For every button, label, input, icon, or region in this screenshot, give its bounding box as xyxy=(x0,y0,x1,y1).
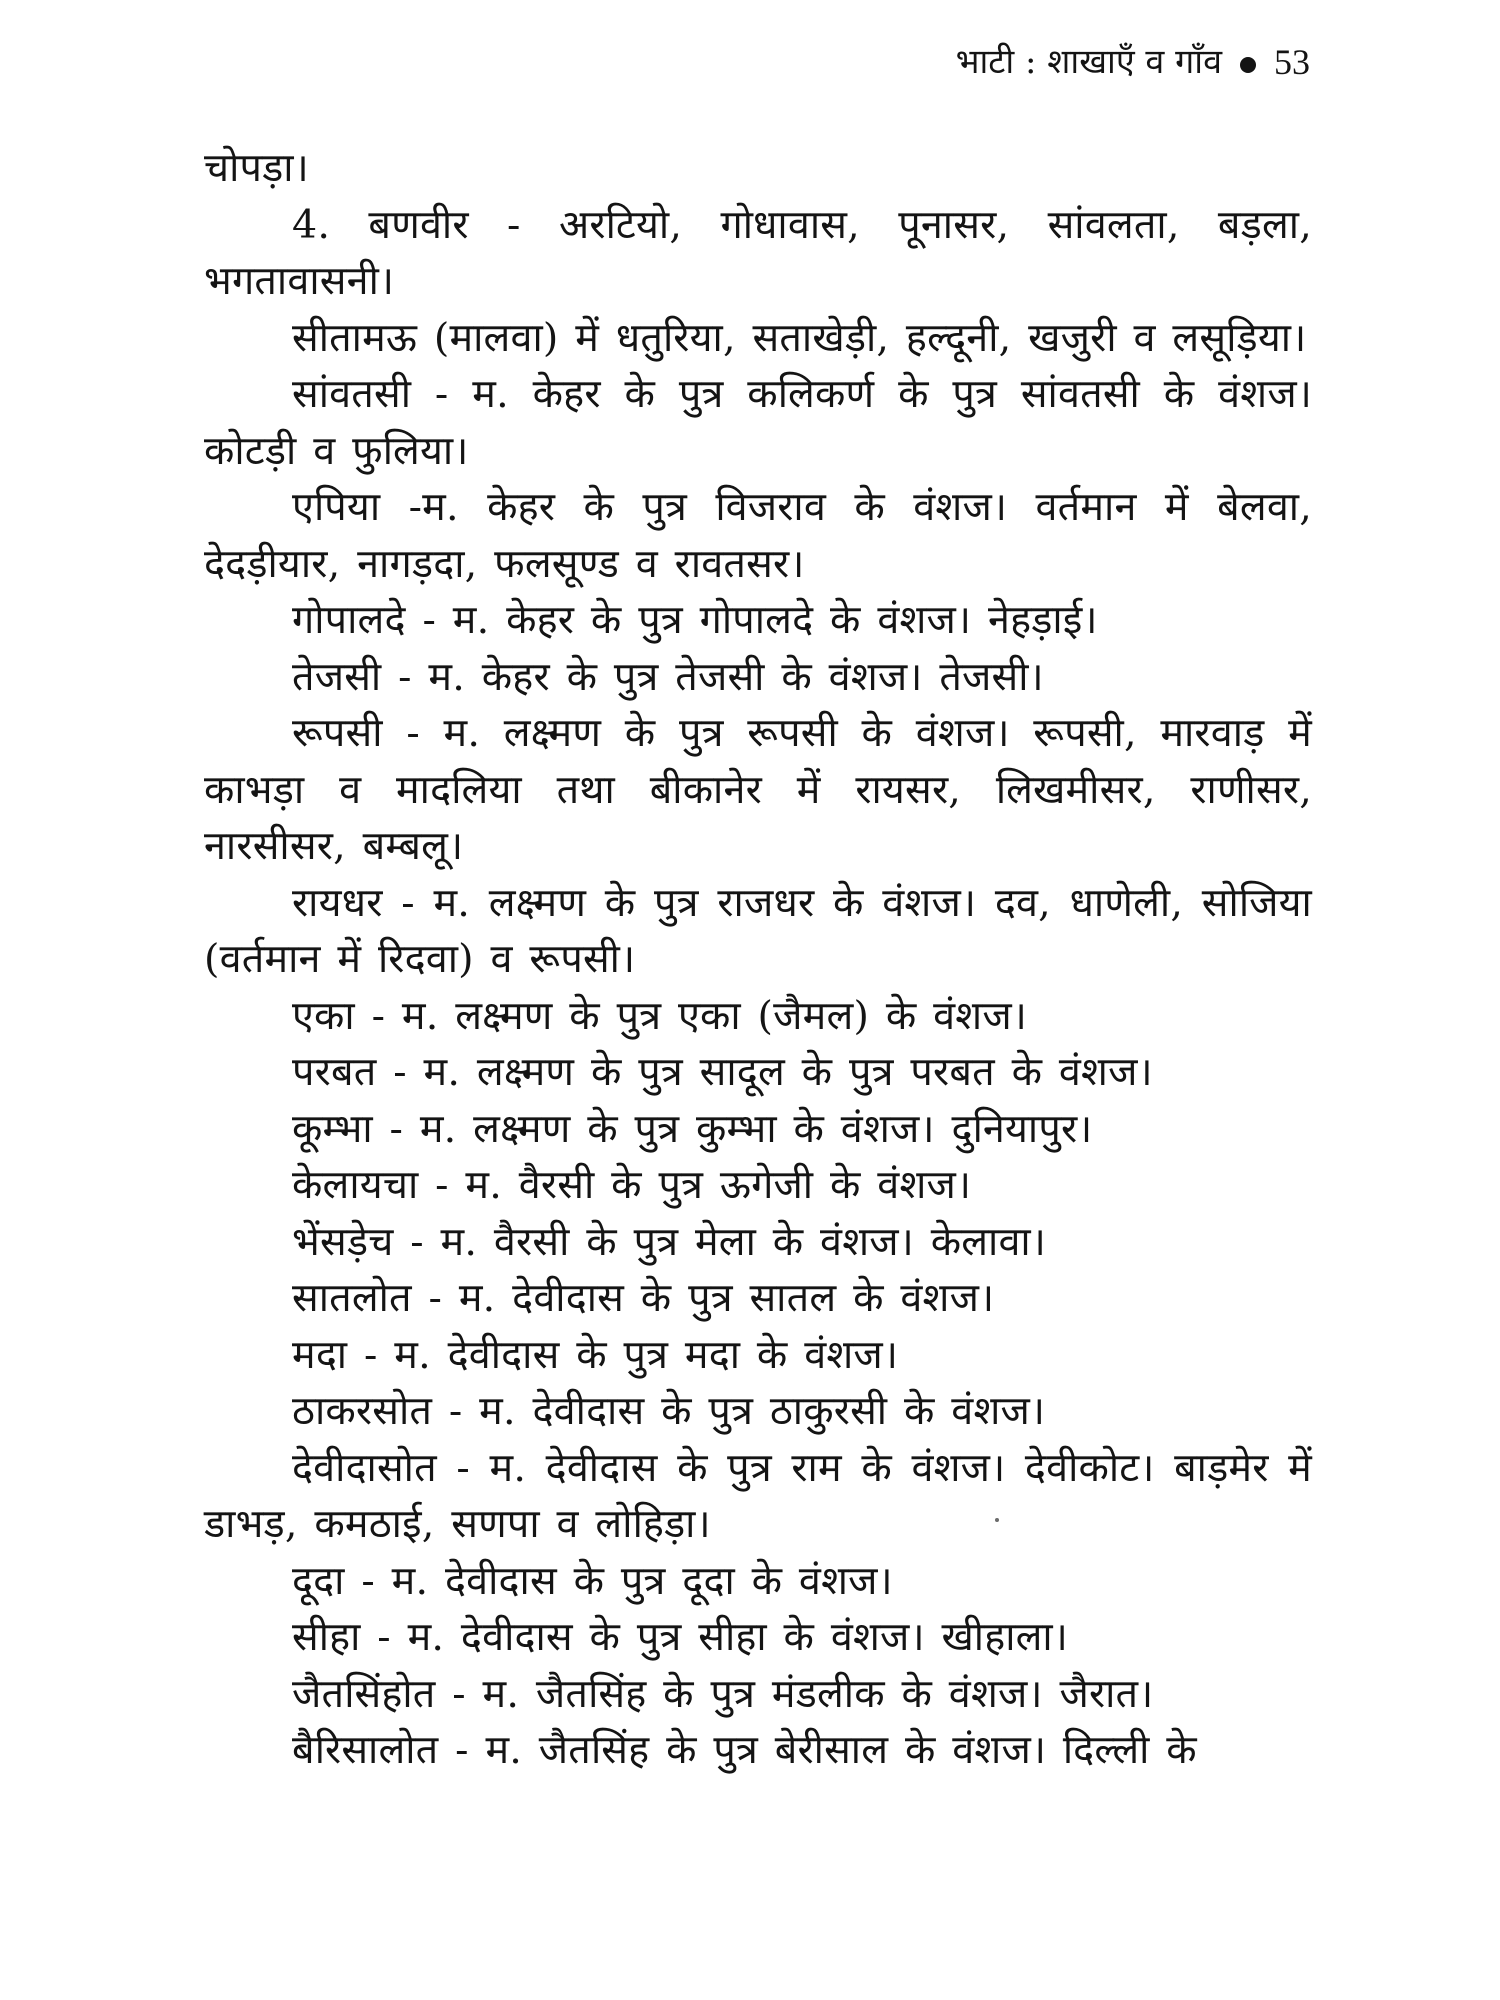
paragraph-sitamau: सीतामऊ (मालवा) में धतुरिया, सताखेड़ी, हल्दूनी, खजुरी व लसूड़िया। xyxy=(292,314,1307,361)
ink-speck xyxy=(995,1518,999,1522)
paragraph-banvir: 4. बणवीर - अरटियो, गोधावास, पूनासर, सांवलता, बड़ला, भगतावासनी। xyxy=(204,201,1312,304)
paragraph-siha: सीहा - म. देवीदास के पुत्र सीहा के वंशज। खीहाला। xyxy=(292,1614,1069,1660)
paragraph-satlot: सातलोत - म. देवीदास के पुत्र सातल के वंशज। xyxy=(292,1275,995,1321)
paragraph-eka: एका - म. लक्ष्मण के पुत्र एका (जैमल) के वंशज। xyxy=(292,992,1028,1039)
paragraph-bhensadech: भेंसड़ेच - म. वैरसी के पुत्र मेला के वंशज। केलावा। xyxy=(292,1218,1047,1265)
paragraph-mada: मदा - म. देवीदास के पुत्र मदा के वंशज। xyxy=(292,1331,899,1378)
paragraph-gopalde: गोपालदे - म. केहर के पुत्र गोपालदे के वंशज। नेहड़ाई। xyxy=(292,597,1098,643)
paragraph-epiya: एपिया -म. केहर के पुत्र विजराव के वंशज। वर्तमान में बेलवा, देदड़ीयार, नागड़दा, फलसूण्ड व रावतसर। xyxy=(204,484,1312,587)
paragraph-continuation: चोपड़ा। xyxy=(204,145,309,191)
paragraph-tejsi: तेजसी - म. केहर के पुत्र तेजसी के वंशज। तेजसी। xyxy=(292,653,1044,700)
paragraph-parbat: परबत - म. लक्ष्मण के पुत्र सादूल के पुत्र परबत के वंशज। xyxy=(292,1049,1153,1095)
paragraph-thakarsot: ठाकरसोत - म. देवीदास के पुत्र ठाकुरसी के वंशज। xyxy=(292,1388,1046,1434)
paragraph-devidasot: देवीदासोत - म. देवीदास के पुत्र राम के वंशज। देवीकोट। बाड़मेर में डाभड़, कमठाई, सणपा व लोहिड़ा। xyxy=(204,1444,1312,1547)
paragraph-kumbha: कूम्भा - म. लक्ष्मण के पुत्र कुम्भा के वंशज। दुनियापुर। xyxy=(292,1105,1093,1152)
paragraph-roopsi: रूपसी - म. लक्ष्मण के पुत्र रूपसी के वंशज। रूपसी, मारवाड़ में काभड़ा व मादलिया तथा बीकानेर में रायसर, लिखमीसर, राणीसर, नारसीसर, बम्बलू। xyxy=(204,710,1312,869)
page-number: 53 xyxy=(1274,42,1310,82)
running-header xyxy=(956,40,1310,84)
paragraph-jaitsinhot: जैतसिंहोत - म. जैतसिंह के पुत्र मंडलीक के वंशज। जैरात। xyxy=(292,1670,1154,1717)
paragraph-bairisalot: बैरिसालोत - म. जैतसिंह के पुत्र बेरीसाल के वंशज। दिल्ली के xyxy=(292,1727,1197,1773)
paragraph-raydhar: रायधर - म. लक्ष्मण के पुत्र राजधर के वंशज। दव, धाणेली, सोजिया (वर्तमान में रिदवा) व रूपसी। xyxy=(204,879,1312,982)
paragraph-duda: दूदा - म. देवीदास के पुत्र दूदा के वंशज। xyxy=(292,1557,893,1604)
bullet-icon xyxy=(1240,57,1256,73)
paragraph-sanvatsi: सांवतसी - म. केहर के पुत्र कलिकर्ण के पुत्र सांवतसी के वंशज। कोटड़ी व फुलिया। xyxy=(204,371,1312,474)
running-title: भाटी : शाखाएँ व गाँव xyxy=(955,42,1222,82)
body-text xyxy=(204,140,1312,1779)
paragraph-kelaycha: केलायचा - म. वैरसी के पुत्र ऊगेजी के वंशज। xyxy=(292,1162,972,1208)
